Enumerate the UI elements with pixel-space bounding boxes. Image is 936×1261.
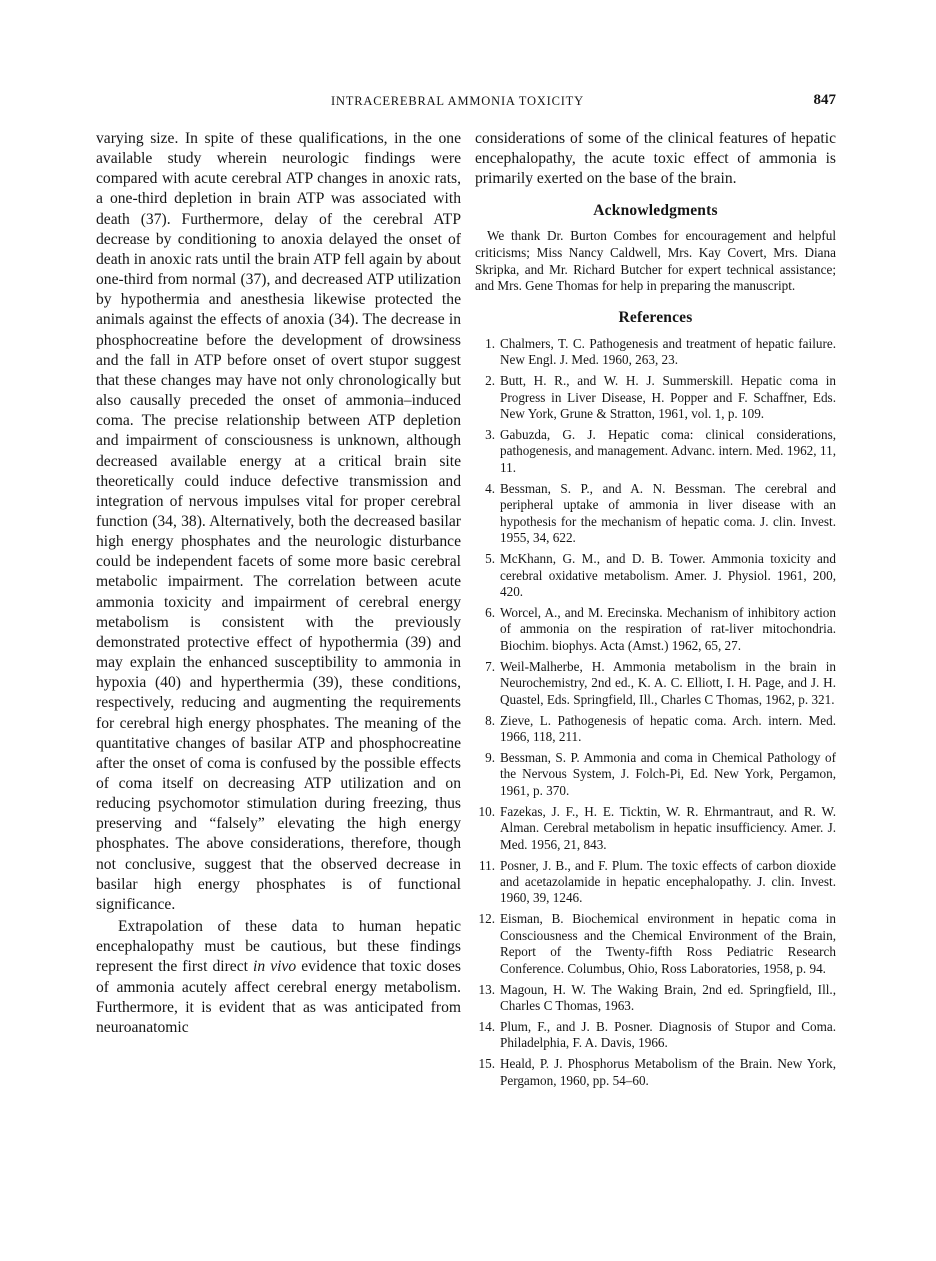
- reference-text: Zieve, L. Pathogenesis of hepatic coma. Arch. intern. Med. 1966, 118, 211.: [500, 712, 836, 744]
- reference-number: 4.: [485, 480, 495, 496]
- reference-text: Gabuzda, G. J. Hepatic coma: clinical considerations, pathogenesis, and management. Advanc. intern. Med. 1962, 11, 11.: [500, 427, 836, 475]
- reference-number: 6.: [485, 604, 495, 620]
- body-paragraph: [96, 917, 461, 1038]
- reference-text: Posner, J. B., and F. Plum. The toxic effects of carbon dioxide and acetazolamide in hepatic encephalopathy. J. clin. Invest. 1960, 39, 1246.: [500, 857, 836, 906]
- reference-item: [475, 1056, 836, 1089]
- running-title: INTRACEREBRAL AMMONIA TOXICITY: [331, 94, 584, 108]
- reference-item: [475, 982, 836, 1015]
- reference-item: [475, 858, 836, 907]
- reference-item: [475, 336, 836, 369]
- reference-text: Weil-Malherbe, H. Ammonia metabolism in the brain in Neurochemistry, 2nd ed., K. A. C. Elliott, I. H. Page, and J. H. Quastel, Eds. Springfield, Ill., Charles C Thomas, 1962, p. 321.: [500, 658, 836, 707]
- reference-number: 15.: [478, 1056, 495, 1072]
- reference-number: 12.: [478, 911, 495, 927]
- body-paragraph: considerations of some of the clinical features of hepatic encephalopathy, the acute toxic effect of ammonia is primarily exerted on the base of the brain.: [475, 130, 836, 188]
- paragraph-text: Extrapolation of these data to human hepatic encephalopathy must be cautious, but these findings represent the first direct: [96, 918, 461, 976]
- reference-text: Plum, F., and J. B. Posner. Diagnosis of Stupor and Coma. Philadelphia, F. A. Davis, 1966.: [500, 1019, 836, 1051]
- reference-item: [475, 551, 836, 600]
- reference-list: [475, 336, 836, 1089]
- page-number: 847: [813, 92, 836, 108]
- body-paragraph: varying size. In spite of these qualifications, in the one available study wherein neurologic findings were compared with acute cerebral ATP changes in anoxic rats, a one-third depletion in brain ATP was associated with death (37). Furthermore, delay of the cerebral ATP decrease by conditioning to anoxia delayed the onset of death in anoxic rats until the brain ATP fell again by about one-third from normal (37), and decreased ATP utilization by hypothermia and anesthesia likewise protected the animals against the effects of anoxia (34). The decrease in phosphocreatine before the development of drowsiness and the fall in ATP before onset of overt stupor suggest that these changes may have not only chronologically but also causally preceded the onset of ammonia–induced coma. The precise relationship between ATP depletion and impairment of consciousness is unknown, although decreased available energy at a critical brain site theoretically could induce defective transmission and integration of nervous impulses vital for proper cerebral function (34, 38). Alternatively, both the decreased basilar high energy phosphates and the neurologic disturbance could be independent facets of some more basic cerebral metabolic impairment. The correlation between acute ammonia toxicity and impairment of cerebral energy metabolism is consistent with the previously demonstrated protective effect of hypothermia (39) and may explain the enhanced susceptibility to ammonia in hypoxia (40) and hyperthermia (39), these conditions, respectively, reducing and augmenting the requirements for cerebral high energy phosphates. The meaning of the quantitative changes of basilar ATP and phosphocreatine after the onset of coma is confused by the possible effects of coma itself on decreasing ATP utilization and on reducing psychomotor stimulation during freezing, thus preserving and “falsely” elevating the high energy phosphates. The above considerations, therefore, though not conclusive, suggest that the observed decrease in basilar high energy phosphates is of functional significance.: [96, 130, 461, 913]
- reference-number: 8.: [485, 712, 495, 728]
- reference-item: [475, 804, 836, 853]
- reference-text: Bessman, S. P., and A. N. Bessman. The cerebral and peripheral uptake of ammonia in liver disease with an hypothesis for the mechanism of hepatic coma. J. clin. Invest. 1955, 34, 622.: [500, 480, 836, 546]
- reference-item: [475, 911, 836, 977]
- reference-text: Fazekas, J. F., H. E. Ticktin, W. R. Ehrmantraut, and R. W. Alman. Cerebral metabolism in hepatic insufficiency. Amer. J. Med. 1956, 21, 843.: [500, 803, 836, 852]
- reference-number: 13.: [478, 981, 495, 997]
- reference-number: 14.: [478, 1019, 495, 1034]
- reference-item: [475, 713, 836, 746]
- reference-item: [475, 605, 836, 654]
- reference-text: Eisman, B. Biochemical environment in hepatic coma in Consciousness and the Chemical Environment of the Brain, Report of the Twenty-fifth Ross Pediatric Research Conference. Columbus, Ohio, Ross Laboratories, 1958, p. 94.: [500, 911, 836, 976]
- reference-number: 3.: [485, 427, 495, 443]
- running-head: [96, 92, 836, 114]
- reference-number: 5.: [485, 551, 495, 567]
- reference-number: 10.: [478, 803, 495, 819]
- reference-number: 11.: [479, 857, 495, 873]
- reference-number: 2.: [485, 373, 495, 389]
- reference-item: [475, 373, 836, 422]
- left-column: [96, 129, 461, 1038]
- reference-number: 9.: [485, 749, 495, 765]
- acknowledgments-heading: Acknowledgments: [593, 202, 718, 220]
- acknowledgments-text: We thank Dr. Burton Combes for encouragement and helpful criticisms; Miss Nancy Caldwell, Mrs. Kay Covert, Mrs. Diana Skripka, and Mr. Richard Butcher for expert technical assistance; and Mrs. Gene Thomas for help in preparing the manuscript.: [475, 228, 836, 294]
- reference-text: Worcel, A., and M. Erecinska. Mechanism of inhibitory action of ammonia on the respiration of rat-liver mitochondria. Biochim. biophys. Acta (Amst.) 1962, 65, 27.: [500, 604, 836, 653]
- reference-number: 7.: [485, 658, 495, 674]
- reference-item: [475, 481, 836, 547]
- reference-item: [475, 427, 836, 476]
- reference-text: Magoun, H. W. The Waking Brain, 2nd ed. Springfield, Ill., Charles C Thomas, 1963.: [500, 981, 836, 1013]
- right-column: [475, 129, 836, 1094]
- reference-number: 1.: [485, 335, 495, 351]
- reference-text: Chalmers, T. C. Pathogenesis and treatment of hepatic failure. New Engl. J. Med. 1960, 263, 23.: [500, 335, 836, 368]
- reference-item: [475, 659, 836, 708]
- paragraph-text: evidence that toxic doses of ammonia acutely affect cerebral energy metabolism. Furthermore, it is evident that as was anticipated from neuroanatomic: [96, 958, 461, 1036]
- references-heading: References: [618, 308, 693, 326]
- italic-term: in vivo: [253, 958, 297, 976]
- reference-item: [475, 1019, 836, 1052]
- reference-text: Bessman, S. P. Ammonia and coma in Chemical Pathology of the Nervous System, J. Folch-Pi, Ed. New York, Pergamon, 1961, p. 370.: [500, 749, 836, 798]
- reference-item: [475, 750, 836, 799]
- reference-text: Heald, P. J. Phosphorus Metabolism of the Brain. New York, Pergamon, 1960, pp. 54–60.: [500, 1056, 836, 1088]
- reference-text: Butt, H. R., and W. H. J. Summerskill. Hepatic coma in Progress in Liver Disease, H. Popper and F. Schaffner, Eds. New York, Grune & Stratton, 1961, vol. 1, p. 109.: [500, 373, 836, 422]
- reference-text: McKhann, G. M., and D. B. Tower. Ammonia toxicity and cerebral oxidative metabolism. Amer. J. Physiol. 1961, 200, 420.: [500, 551, 836, 599]
